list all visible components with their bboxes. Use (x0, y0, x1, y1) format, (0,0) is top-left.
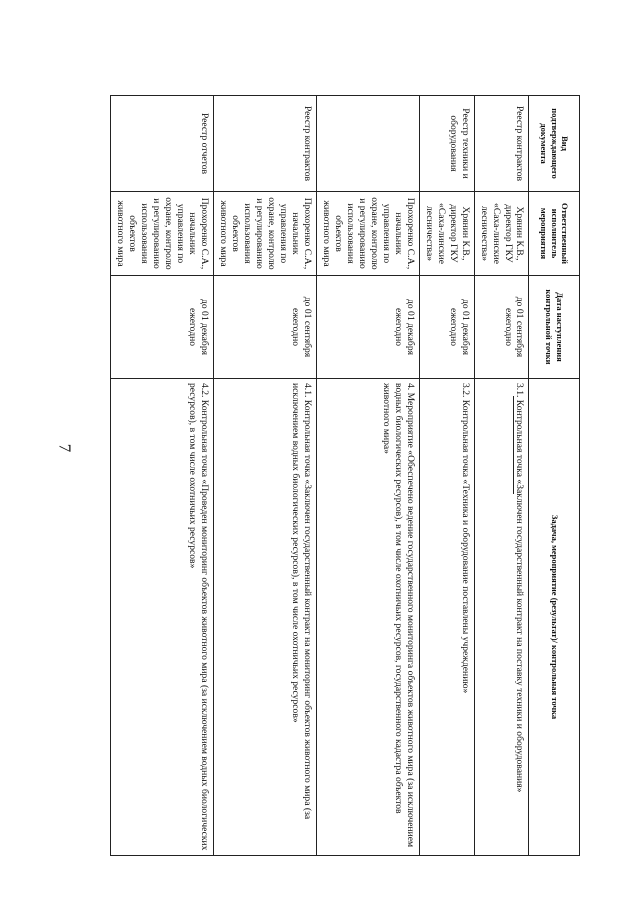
cell-document: Реестр контрактов (474, 96, 529, 192)
cell-task: 4.1. Контрольная точка «Заключен государственный контракт на мониторинг объектов животного мира (за исключением водных биологических ресурсов), в том числе охотничьих ресурсов» (213, 379, 316, 856)
table-row (316, 96, 419, 856)
header-document: Вид подтверждающего документа (529, 96, 580, 192)
cell-date: до 01 декабря ежегодно (111, 276, 214, 379)
table-header-row (529, 96, 580, 856)
cell-task: 4. Мероприятие «Обеспечено ведение государственного мониторинга объектов животного мира (за исключением водных биологических ресурсов), в том числе охотничьих ресурсов, государственного кадастра объектов животного мира» (316, 379, 419, 856)
cell-document: Реестр отчетов (111, 96, 214, 192)
cell-executor: Хрянин К.В., директор ГКУ «Саха-линские лесничества» (419, 192, 474, 276)
cell-executor: Прохоренко С.А., начальник управления по охране, контролю и регулированию использования объектов животного мира (213, 192, 316, 276)
header-executor: Ответственный исполнитель мероприятия (529, 192, 580, 276)
table-row (111, 96, 214, 856)
page-number: 7 (55, 443, 75, 453)
cell-document: Реестр техники и оборудования (419, 96, 474, 192)
cell-document: Реестр контрактов (213, 96, 316, 192)
cell-executor: Хрянин К.В., директор ГКУ «Саха-линские лесничества» (474, 192, 529, 276)
table-row (419, 96, 474, 856)
cell-date: до 01 декабря ежегодно (316, 276, 419, 379)
table-row (213, 96, 316, 856)
cell-task: 3.1. Контрольная точка «Заключен государственный контракт на поставку техники и оборудования» (474, 379, 529, 856)
cell-date: до 01 сентября ежегодно (474, 276, 529, 379)
header-date: Дата наступления контрольной точки (529, 276, 580, 379)
cell-date: до 01 декабря ежегодно (419, 276, 474, 379)
control-points-table (110, 95, 580, 856)
header-task: Задача, мероприятие (результат)/ контрольная точка (529, 379, 580, 856)
cell-executor: Прохоренко С.А., начальник управления по охране, контролю и регулированию использования объектов животного мира (111, 192, 214, 276)
cell-document (316, 96, 419, 192)
cell-task: 4.2. Контрольная точка «Проведен мониторинг объектов животного мира (за исключением водных биологических ресурсов), в том числе охотничьих ресурсов» (111, 379, 214, 856)
cell-date: до 01 сентября ежегодно (213, 276, 316, 379)
cell-task: 3.2. Контрольная точка «Техника и оборудование поставлены учреждению» (419, 379, 474, 856)
rotated-table-wrapper (110, 95, 580, 855)
table-row (474, 96, 529, 856)
cell-executor: Прохоренко С.А., начальник управления по охране, контролю и регулированию использования объектов животного мира (316, 192, 419, 276)
